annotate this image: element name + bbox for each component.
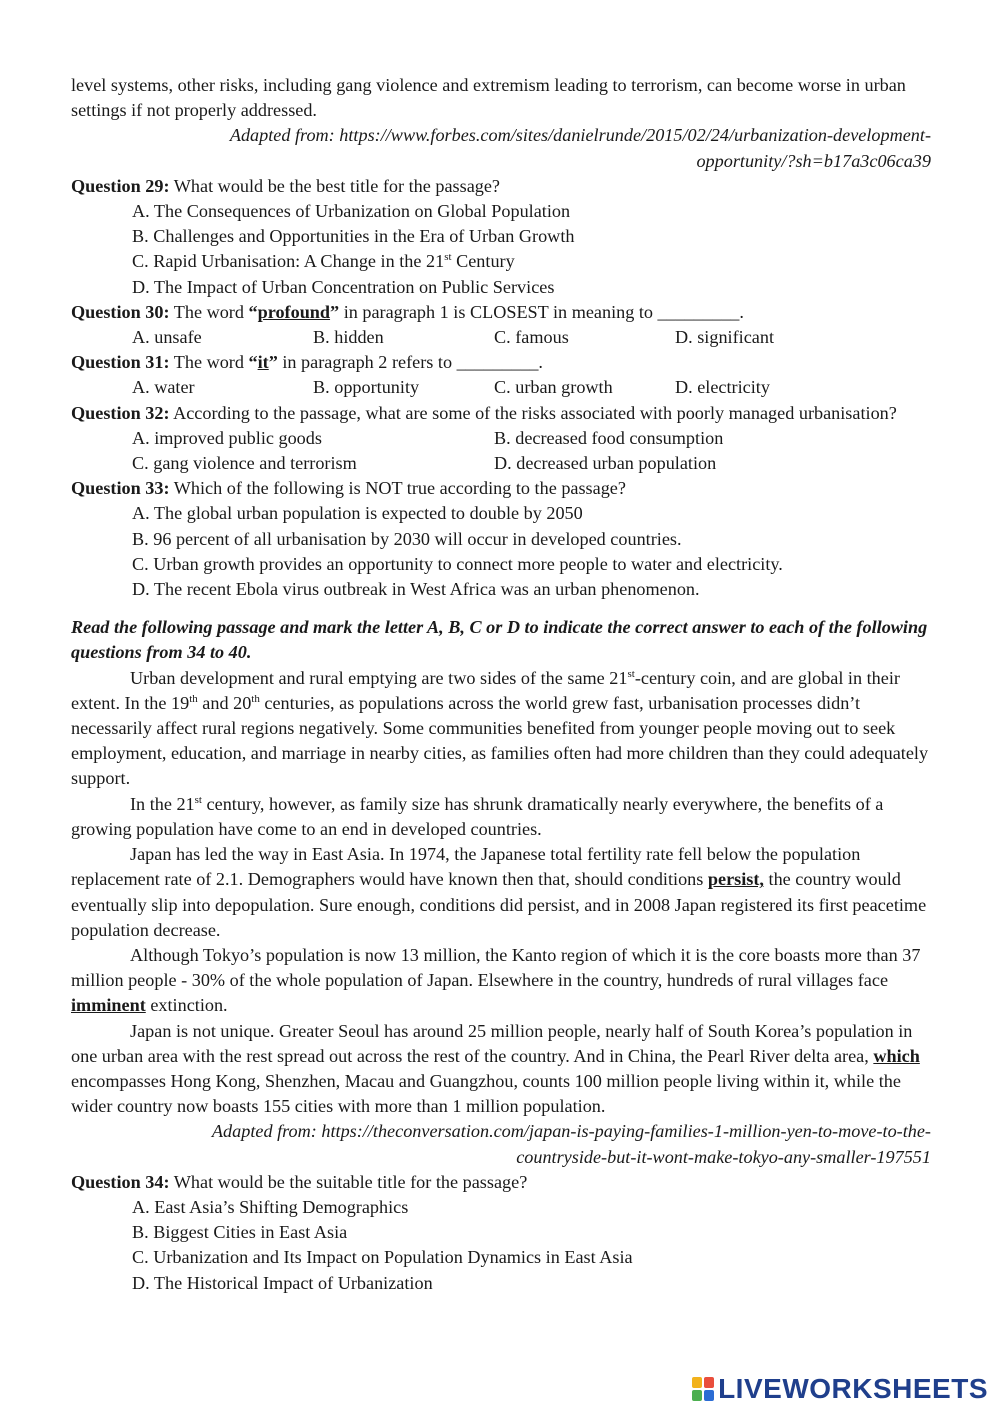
liveworksheets-logo-text: LIVEWORKSHEETS	[718, 1373, 988, 1404]
q32-option-d[interactable]: D. decreased urban population	[494, 453, 717, 474]
q29-option-b[interactable]: B. Challenges and Opportunities in the Era of Urban Growth	[132, 226, 575, 247]
q29-option-a[interactable]: A. The Consequences of Urbanization on Global Population	[132, 201, 571, 222]
p1-text-d: centuries, as populations across the world grew fast, urbanisation processes didn’t necessarily affect rural regions negatively. Some communities benefited from younger people moving out to seek employment, education, and marriage in nearby cities, as families often had more children than they could adequately support.	[71, 692, 929, 789]
question-31	[71, 350, 931, 375]
q29-option-c[interactable]	[132, 249, 931, 274]
q30-option-b[interactable]: B. hidden	[313, 327, 384, 348]
p4-text-b: extinction.	[145, 995, 228, 1016]
p5-keyword-which: which	[873, 1045, 920, 1066]
q29-option-c-tail: Century	[451, 251, 515, 272]
intro-source-line2: opportunity/?sh=b17a3c06ca39	[696, 150, 931, 171]
q29-option-c-sup: st	[444, 251, 452, 264]
p1-sup-3: th	[251, 692, 260, 705]
question-30-label: Question 30:	[71, 301, 170, 322]
question-33-label: Question 33:	[71, 478, 170, 499]
p1-text-b: -century coin, and are global in their extent. In the 19	[71, 667, 900, 713]
q33-option-d[interactable]: D. The recent Ebola virus outbreak in West Africa was an urban phenomenon.	[132, 579, 700, 600]
passage-paragraph-3	[71, 842, 931, 943]
q33-option-c[interactable]: C. Urban growth provides an opportunity to connect more people to water and electricity.	[132, 553, 783, 574]
passage-paragraph-2	[71, 792, 931, 842]
question-32-text: According to the passage, what are some of the risks associated with poorly managed urbanisation?	[169, 402, 897, 423]
p2-text-b: century, however, as family size has shrunk dramatically nearly everywhere, the benefits of a growing population have come to an end in developed countries.	[71, 793, 884, 839]
section-instruction: Read the following passage and mark the letter A, B, C or D to indicate the correct answer to each of the following questions from 34 to 40.	[71, 617, 928, 663]
question-31-label: Question 31:	[71, 352, 170, 373]
q30-option-c[interactable]: C. famous	[494, 327, 569, 348]
question-34-options	[71, 1195, 931, 1296]
q34-option-d[interactable]: D. The Historical Impact of Urbanization	[132, 1272, 433, 1293]
q34-option-c[interactable]: C. Urbanization and Its Impact on Population Dynamics in East Asia	[132, 1247, 633, 1268]
question-32	[71, 401, 931, 426]
question-30-quote-open: “	[248, 301, 258, 322]
question-30	[71, 300, 931, 325]
question-30-text-post: in paragraph 1 is CLOSEST in meaning to _________.	[339, 301, 744, 322]
p1-text-c: and 20	[197, 692, 252, 713]
question-30-text-pre: The word	[169, 301, 249, 322]
q34-option-a[interactable]: A. East Asia’s Shifting Demographics	[132, 1196, 409, 1217]
p3-keyword-persist: persist,	[707, 869, 764, 890]
q32-option-c[interactable]: C. gang violence and terrorism	[132, 453, 357, 474]
q31-option-c[interactable]: C. urban growth	[494, 377, 613, 398]
question-31-options	[71, 375, 931, 400]
q30-option-d[interactable]: D. significant	[675, 327, 775, 348]
question-29	[71, 174, 931, 199]
question-31-keyword: it	[257, 352, 269, 373]
question-31-text-pre: The word	[169, 352, 249, 373]
p2-sup: st	[194, 793, 202, 806]
liveworksheets-logo-icon	[692, 1377, 714, 1401]
question-29-text: What would be the best title for the passage?	[169, 175, 501, 196]
passage-source-line2: countryside-but-it-wont-make-tokyo-any-smaller-197551	[516, 1146, 931, 1167]
question-29-options	[71, 199, 931, 300]
question-30-keyword: profound	[257, 301, 331, 322]
question-32-label: Question 32:	[71, 402, 170, 423]
p3-text-a: Japan has led the way in East Asia. In 1974, the Japanese total fertility rate fell below the population replacement rate of 2.1. Demographers would have known then that, should conditions	[71, 844, 861, 890]
p3-text-b: the country would eventually slip into depopulation. Sure enough, conditions did persist, and in 2008 Japan registered its first peacetime population decrease.	[71, 869, 927, 940]
question-33-text: Which of the following is NOT true according to the passage?	[169, 478, 626, 499]
liveworksheets-logo[interactable]	[692, 1372, 988, 1406]
question-34-text: What would be the suitable title for the passage?	[169, 1171, 528, 1192]
question-33-options	[71, 501, 931, 602]
q33-option-b[interactable]: B. 96 percent of all urbanisation by 2030 will occur in developed countries.	[132, 528, 682, 549]
question-30-options	[71, 325, 931, 350]
q32-option-a[interactable]: A. improved public goods	[132, 427, 322, 448]
q32-option-b[interactable]: B. decreased food consumption	[494, 427, 724, 448]
p2-text-a: In the 21	[130, 793, 195, 814]
p5-text-a: Japan is not unique. Greater Seoul has around 25 million people, nearly half of South Korea’s population in one urban area with the rest spread out across the rest of the country. And in China, the Pearl River delta area,	[71, 1020, 913, 1066]
logo-square-3	[692, 1390, 702, 1401]
question-34-label: Question 34:	[71, 1171, 170, 1192]
question-31-quote-close: ”	[268, 352, 278, 373]
question-33	[71, 476, 931, 501]
p5-text-b: encompasses Hong Kong, Shenzhen, Macau and Guangzhou, counts 100 million people living within it, while the wider country now boasts 155 cities with more than 1 million population.	[71, 1070, 901, 1117]
question-31-quote-open: “	[248, 352, 258, 373]
question-29-label: Question 29:	[71, 175, 170, 196]
q29-option-c-text: C. Rapid Urbanisation: A Change in the 21	[132, 251, 445, 272]
q29-option-d[interactable]: D. The Impact of Urban Concentration on Public Services	[132, 276, 555, 297]
q34-option-b[interactable]: B. Biggest Cities in East Asia	[132, 1222, 348, 1243]
logo-square-4	[704, 1390, 714, 1401]
p1-text-a: Urban development and rural emptying are two sides of the same 21	[130, 667, 628, 688]
worksheet-page	[71, 73, 931, 1296]
question-30-quote-close: ”	[330, 301, 340, 322]
question-34	[71, 1170, 931, 1195]
passage-source-line1: Adapted from: https://theconversation.com/japan-is-paying-families-1-million-yen-to-move-to-the-	[211, 1121, 931, 1142]
passage-paragraph-1	[71, 666, 931, 792]
p4-keyword-imminent: imminent	[71, 995, 146, 1016]
q33-option-a[interactable]: A. The global urban population is expected to double by 2050	[132, 503, 583, 524]
question-32-options	[71, 426, 931, 476]
logo-square-1	[692, 1377, 702, 1388]
p1-sup-1: st	[627, 667, 635, 680]
p4-text-a: Although Tokyo’s population is now 13 million, the Kanto region of which it is the core boasts more than 37 million people - 30% of the whole population of Japan. Elsewhere in the country, hundreds of rural villages face	[71, 944, 921, 991]
q30-option-a[interactable]: A. unsafe	[132, 327, 202, 348]
p1-sup-2: th	[189, 692, 198, 705]
q31-option-b[interactable]: B. opportunity	[313, 377, 420, 398]
q31-option-a[interactable]: A. water	[132, 377, 195, 398]
intro-paragraph: level systems, other risks, including gang violence and extremism leading to terrorism, can become worse in urban settings if not properly addressed.	[71, 75, 906, 121]
q31-option-d[interactable]: D. electricity	[675, 377, 770, 398]
logo-square-2	[704, 1377, 714, 1388]
intro-source-line1: Adapted from: https://www.forbes.com/sites/danielrunde/2015/02/24/urbanization-development-	[229, 125, 931, 146]
passage-paragraph-5	[71, 1019, 931, 1120]
question-31-text-post: in paragraph 2 refers to _________.	[277, 352, 543, 373]
passage-paragraph-4	[71, 943, 931, 1019]
